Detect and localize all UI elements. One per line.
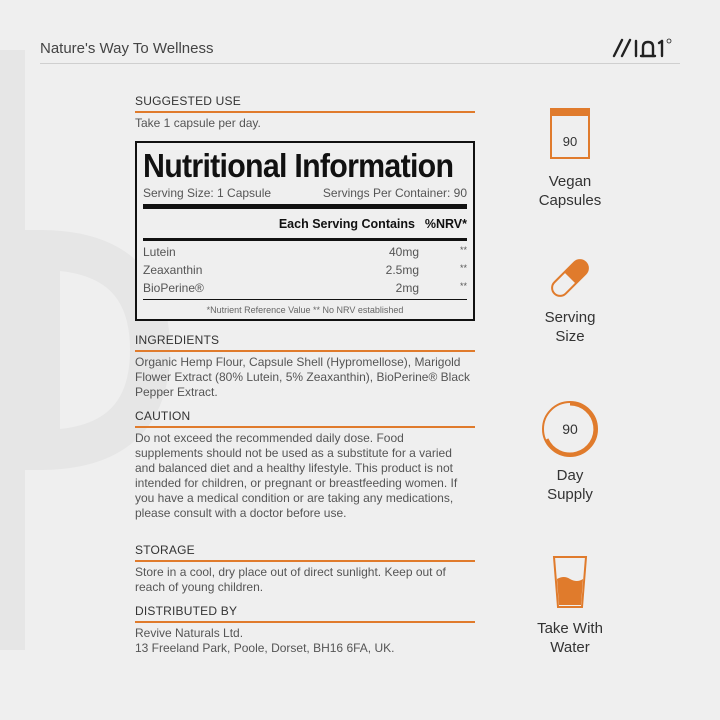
- nutrient-row: [143, 245, 467, 259]
- caution-title: CAUTION: [135, 409, 475, 428]
- vegan-capsules-block: [520, 106, 620, 210]
- serving-size: Serving Size: 1 Capsule: [143, 186, 272, 200]
- take-with-water-block: [520, 555, 620, 657]
- nutrient-amount: 2.5mg: [385, 263, 419, 277]
- serving-size-block: [520, 256, 620, 346]
- vegan-label-line1: Vegan: [548, 173, 592, 190]
- water-glass-icon: [551, 555, 589, 609]
- capsule-icon: [545, 256, 595, 300]
- nutrient-nrv: **: [459, 263, 467, 273]
- nutrition-title: Nutritional Information: [143, 147, 454, 184]
- distributed-body: [135, 626, 475, 656]
- serving-label-line2: Size: [555, 328, 585, 345]
- storage-title: STORAGE: [135, 543, 475, 562]
- nutrition-footnote: *Nutrient Reference Value ** No NRV established: [206, 305, 404, 315]
- nutrient-nrv: **: [459, 281, 467, 291]
- supply-number: 90: [562, 421, 578, 437]
- nutrient-row: [143, 263, 467, 277]
- nrv-header: %NRV*: [424, 217, 467, 231]
- storage-section: [135, 543, 475, 595]
- storage-body: Store in a cool, dry place out of direct sunlight. Keep out of reach of young children.: [135, 565, 446, 594]
- day-supply-block: [520, 398, 620, 504]
- suggested-use-body: Take 1 capsule per day.: [135, 116, 261, 130]
- each-serving-header: [143, 217, 467, 231]
- serving-label-line1: Serving: [544, 309, 596, 326]
- water-label-line2: Water: [550, 639, 590, 656]
- nutrient-amount: 40mg: [388, 245, 419, 259]
- nutrient-amount: 2mg: [395, 281, 419, 295]
- pouch-icon: [547, 106, 593, 162]
- caution-body: Do not exceed the recommended daily dose. Food supplements should not be used as a substitute for a varied and balanced diet and a healthy lifestyle. This product is not intended for children, or pregnant or breastfeeding women. If you have a medical condition or are taking any medications, please consult with a doctor before use.: [135, 431, 458, 520]
- nutrient-nrv: **: [459, 245, 467, 255]
- ingredients-section: [135, 333, 475, 400]
- nutrient-row: [143, 281, 467, 295]
- nutrient-name: Lutein: [143, 245, 176, 259]
- distributed-section: [135, 604, 475, 656]
- day-label-line2: Supply: [547, 486, 593, 503]
- nutrient-name: Zeaxanthin: [143, 263, 203, 277]
- nutrition-mid-rule: [143, 238, 467, 241]
- servings-per-container: Servings Per Container: 90: [322, 186, 467, 200]
- nutrition-panel: [135, 141, 475, 321]
- day-label-line1: Day: [556, 467, 584, 484]
- pouch-number: 90: [562, 134, 578, 149]
- vegan-label-line2: Capsules: [538, 192, 602, 209]
- serving-row: [143, 186, 467, 200]
- distributed-title: DISTRIBUTED BY: [135, 604, 475, 623]
- nutrient-name: BioPerine®: [143, 281, 204, 295]
- tagline: Nature's Way To Wellness: [40, 40, 214, 57]
- ingredients-body: Organic Hemp Flour, Capsule Shell (Hypromellose), Marigold Flower Extract (80% Lutein, 5% Zeaxanthin), BioPerine® Black Pepper Extract.: [135, 355, 470, 399]
- nutrition-thin-rule: [143, 299, 467, 300]
- suggested-use-section: [135, 94, 475, 131]
- each-serving-label: Each Serving Contains: [278, 217, 415, 231]
- distributor-address: 13 Freeland Park, Poole, Dorset, BH16 6FA, UK.: [135, 641, 395, 655]
- nutrition-thick-rule: [143, 204, 467, 209]
- ingredients-title: INGREDIENTS: [135, 333, 475, 352]
- header-divider: [40, 63, 680, 64]
- brand-logo: [612, 36, 682, 60]
- caution-section: [135, 409, 475, 521]
- suggested-use-title: SUGGESTED USE: [135, 94, 475, 113]
- distributor-name: Revive Naturals Ltd.: [135, 626, 244, 640]
- water-label-line1: Take With: [537, 620, 603, 637]
- circle-days-icon: [539, 398, 601, 460]
